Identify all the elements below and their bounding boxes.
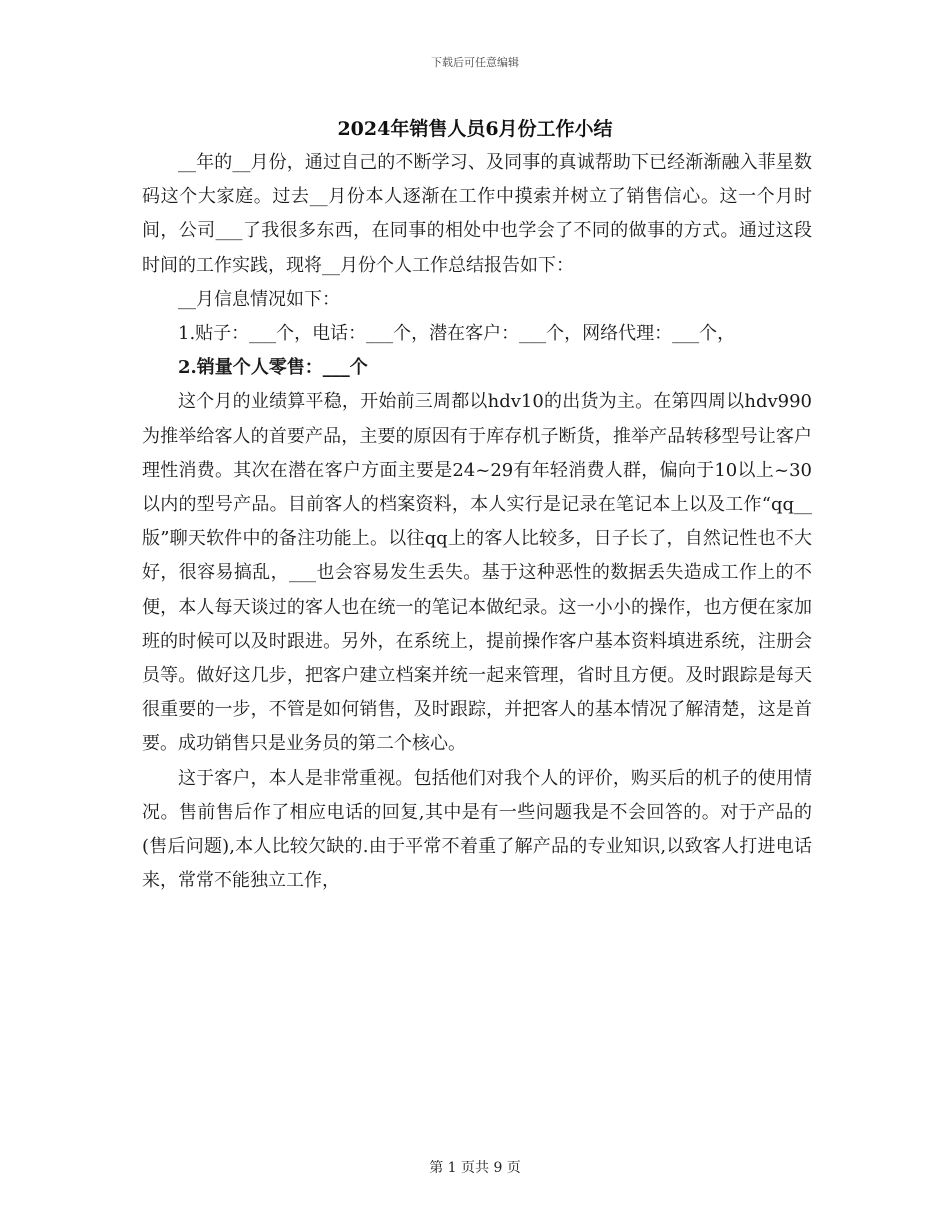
page-number: 第 1 页共 9 页: [429, 1160, 521, 1176]
paragraph-info-heading: __月信息情况如下：: [178, 288, 340, 310]
paragraph-performance: 这个月的业绩算平稳，开始前三周都以hdv10的出货为主。在第四周以hdv990为推举给客人的首要产品，主要的原因有于库存机子断货，推举产品转移型号让客户理性消费。其次在潜在客户方面主要是24~29有年轻消费人群，偏向于10以上~30以内的型号产品。目前客人的档案资料，本人实行是记录在笔记本上以及工作“qq__版”聊天软件中的备注功能上。以往qq上的客人比较多，日子长了，自然记性也不大好，很容易搞乱，___也会容易发生丢失。基于这种恶性的数据丢失造成工作上的不便，本人每天谈过的客人也在统一的笔记本做纪录。这一小小的操作，也方便在家加班的时候可以及时跟进。另外，在系统上，提前操作客户基本资料填进系统，注册会员等。做好这几步，把客户建立档案并统一起来管理，省时且方便。及时跟踪是每天很重要的一步，不管是如何销售，及时跟踪，并把客人的基本情况了解清楚，这是首要。成功销售只是业务员的第二个核心。: [142, 391, 812, 755]
document-title: 2024年销售人员6月份工作小结: [337, 118, 613, 140]
document-body: [142, 146, 812, 898]
paragraph-info-stats: 1.贴子：___个，电话：___个，潜在客户：___个，网络代理：___个，: [178, 323, 736, 345]
header-note: 下载后可任意编辑: [431, 56, 519, 69]
paragraph-customers: 这于客户，本人是非常重视。包括他们对我个人的评价，购买后的机子的使用情况。售前售后作了相应电话的回复,其中是有一些问题我是不会回答的。对于产品的(售后问题),本人比较欠缺的.由于平常不着重了解产品的专业知识,以致客人打进电话来，常常不能独立工作，: [142, 767, 812, 892]
paragraph-intro: __年的__月份，通过自己的不断学习、及同事的真诚帮助下已经渐渐融入菲星数码这个大家庭。过去__月份本人逐渐在工作中摸索并树立了销售信心。这一个月时间，公司___了我很多东西，在同事的相处中也学会了不同的做事的方式。通过这段时间的工作实践，现将__月份个人工作总结报告如下：: [142, 152, 812, 276]
paragraph-sales-heading: 2.销量个人零售：___个: [178, 357, 368, 379]
